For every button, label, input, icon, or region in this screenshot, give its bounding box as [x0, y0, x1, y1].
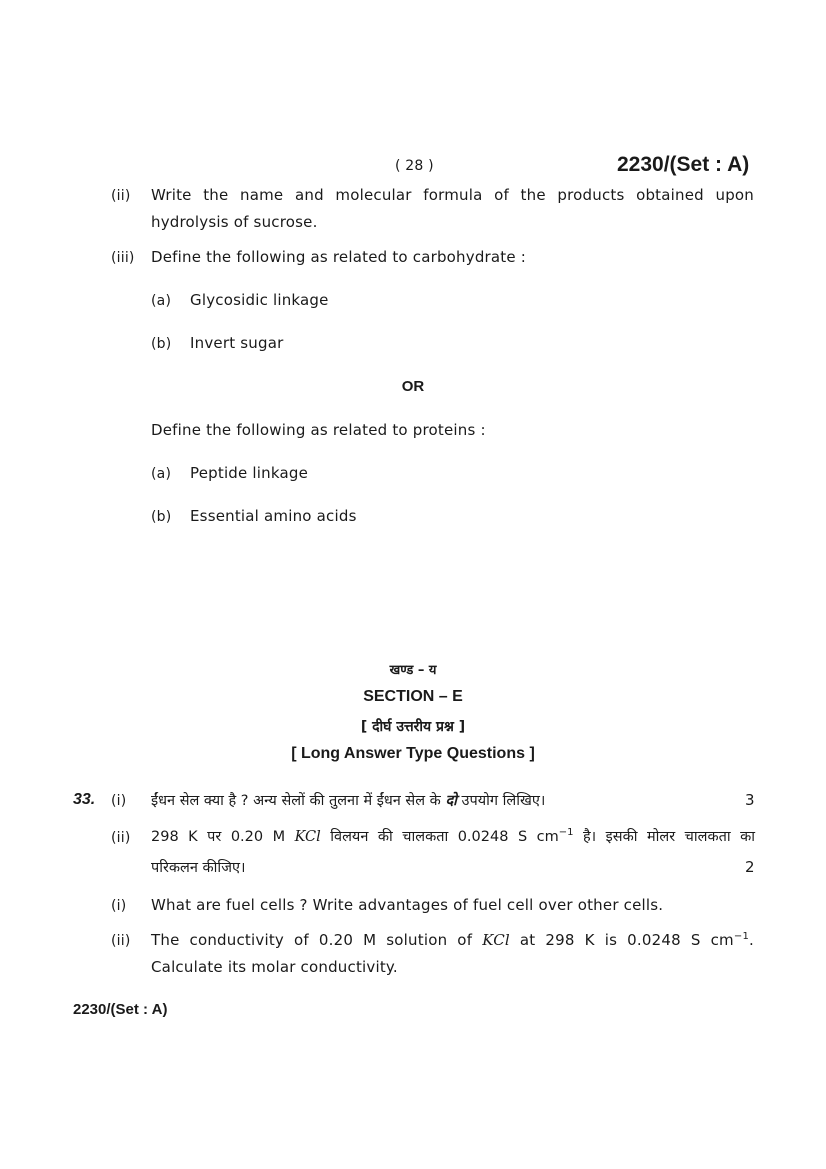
page-number: ( 28 ): [395, 158, 434, 174]
set-code-header: 2230/(Set : A): [617, 153, 750, 176]
set-code-footer: 2230/(Set : A): [73, 1001, 168, 1018]
section-hindi-subtitle: [ दीर्घ उत्तरीय प्रश्न ]: [360, 719, 466, 735]
q33-hi-ii-marks: 2: [745, 858, 755, 876]
q33-hi-i-text: ईंधन सेल क्या है ? अन्य सेलों की तुलना में ईंधन सेल के दो उपयोग लिखिए।: [151, 793, 546, 809]
q32-iii-a-text: Glycosidic linkage: [190, 291, 329, 309]
q32-ii-line2: hydrolysis of sucrose.: [151, 213, 318, 231]
q33-en-ii-line2: Calculate its molar conductivity.: [151, 958, 398, 976]
or-divider: OR: [401, 378, 425, 395]
q33-number: 33.: [73, 791, 96, 808]
q33-hi-ii-line1: 298 K पर 0.20 M KCl विलयन की चालकता 0.0248 S $cm^{-1}$ है। इसकी मोलर चालकता का: [151, 827, 755, 845]
section-subtitle: [ Long Answer Type Questions ]: [291, 745, 535, 762]
section-hindi-title: खण्ड – य: [389, 663, 437, 678]
q33-hi-ii-kcl: KCl: [294, 829, 321, 845]
q32-alt-b-text: Essential amino acids: [190, 507, 357, 525]
q32-ii-line1: Write the name and molecular formula of the products obtained upon: [151, 186, 754, 204]
q32-ii-number: (ii): [111, 188, 131, 204]
q33-hi-ii-number: (ii): [111, 830, 131, 846]
q33-hi-ii-line2: परिकलन कीजिए।: [151, 860, 246, 876]
q33-en-ii-kcl: KCl: [482, 931, 510, 949]
q32-iii-number: (iii): [111, 250, 135, 266]
q33-en-ii-exponent: −1: [733, 931, 750, 942]
q32-alt-a-number: (a): [151, 466, 172, 482]
q33-hi-i-number: (i): [111, 793, 127, 809]
q33-hi-i-emphasis: दो: [445, 793, 457, 809]
q33-en-i-text: What are fuel cells ? Write advantages of fuel cell over other cells.: [151, 896, 664, 914]
q32-iii-b-number: (b): [151, 336, 172, 352]
q33-hi-i-marks: 3: [745, 791, 755, 809]
q33-en-ii-line1: The conductivity of 0.20 M solution of KCl at 298 K is 0.0248 S $cm^{-1}$.: [151, 931, 754, 949]
q32-alt-b-number: (b): [151, 509, 172, 525]
q32-iii-b-text: Invert sugar: [190, 334, 284, 352]
q32-alt-a-text: Peptide linkage: [190, 464, 309, 482]
q32-iii-a-number: (a): [151, 293, 172, 309]
q33-hi-ii-exponent: −1: [558, 827, 574, 839]
q33-en-ii-number: (ii): [111, 933, 131, 949]
q33-en-i-number: (i): [111, 898, 127, 914]
q32-iii-text: Define the following as related to carbohydrate :: [151, 248, 527, 266]
section-title: SECTION – E: [363, 688, 463, 705]
q32-alt-text: Define the following as related to proteins :: [151, 421, 486, 439]
